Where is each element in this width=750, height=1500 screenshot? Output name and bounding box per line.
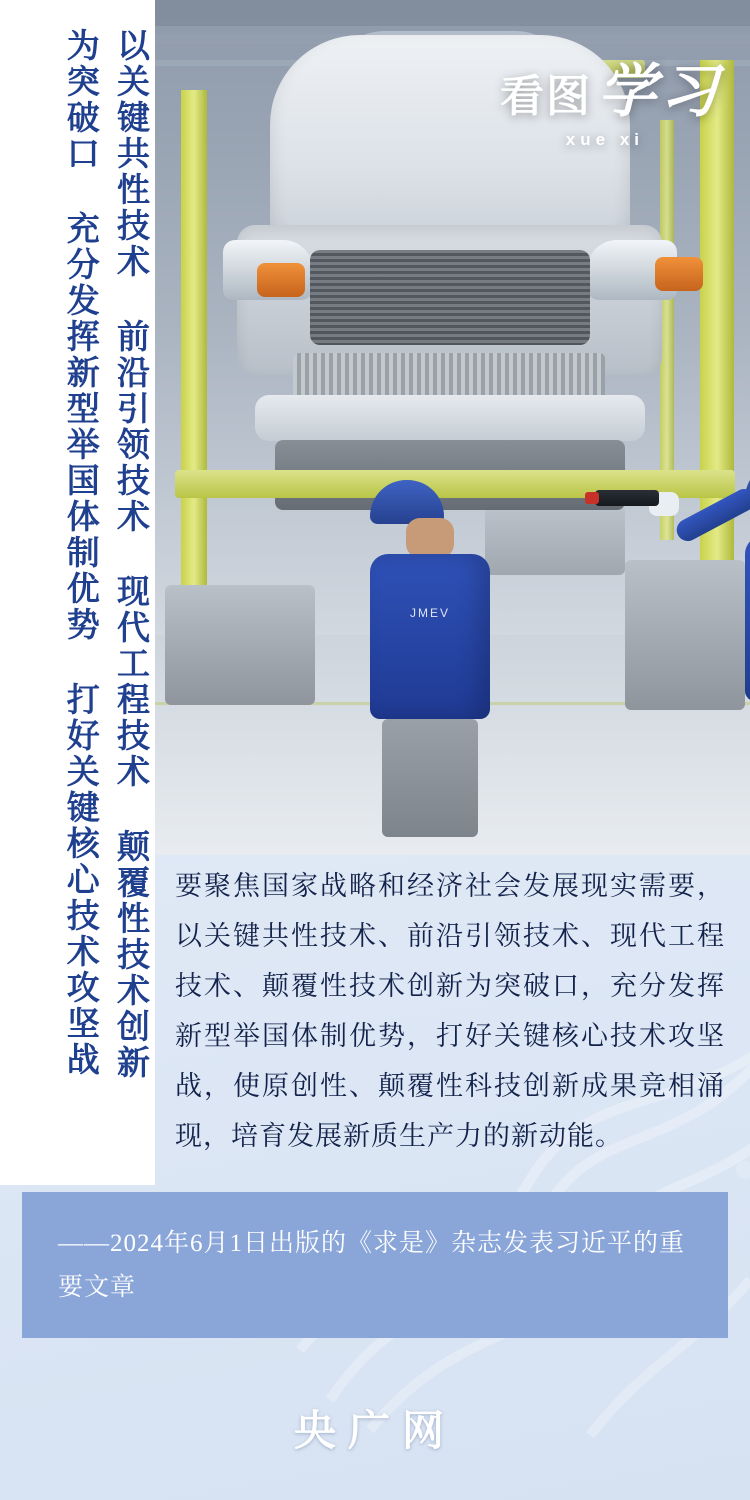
brand-row bbox=[500, 44, 722, 128]
ceiling-beam bbox=[155, 0, 750, 26]
orange-connector bbox=[655, 257, 703, 291]
vertical-headline bbox=[0, 0, 155, 1185]
factory-photo bbox=[155, 0, 750, 855]
car-bumper bbox=[255, 395, 645, 441]
brand-xuexi-text: 学习 bbox=[597, 59, 722, 124]
worker-head bbox=[406, 518, 454, 558]
gantry-post bbox=[181, 90, 207, 650]
car-grille bbox=[310, 250, 590, 345]
footer bbox=[0, 1398, 750, 1458]
brand-pinyin-text: xue xi bbox=[565, 130, 644, 149]
tool-tip bbox=[585, 492, 599, 504]
publisher-logo: 央广网 bbox=[293, 1409, 456, 1455]
assembly-machine bbox=[165, 585, 315, 705]
power-tool-icon bbox=[595, 490, 659, 506]
worker-right bbox=[745, 462, 750, 819]
uniform-logo: JMEV bbox=[409, 606, 450, 620]
assembly-machine bbox=[625, 560, 745, 710]
brand-kantu-text: 看图 bbox=[499, 72, 592, 121]
worker-uniform bbox=[370, 554, 490, 719]
worker-left bbox=[370, 480, 490, 837]
assembly-machine bbox=[485, 505, 625, 575]
source-attribution: ——2024年6月1日出版的《求是》杂志发表习近平的重要文章 bbox=[22, 1192, 728, 1338]
headline-line-1: 以关键共性技术 前沿引领技术 现代工程技术 颠覆性技术创新 bbox=[112, 28, 148, 1081]
headline-line-2: 为突破口 充分发挥新型举国体制优势 打好关键核心技术攻坚战 bbox=[61, 28, 98, 1078]
program-brand bbox=[500, 44, 722, 150]
worker-legs bbox=[382, 719, 478, 837]
orange-connector bbox=[257, 263, 305, 297]
quote-paragraph: 要聚焦国家战略和经济社会发展现实需要，以关键共性技术、前沿引领技术、现代工程技术、颠覆性技术创新为突破口，充分发挥新型举国体制优势，打好关键核心技术攻坚战，使原创性、颠覆性科技创新成果竞相涌现，培育发展新质生产力的新动能。 bbox=[175, 871, 725, 1151]
worker-uniform bbox=[745, 536, 750, 701]
